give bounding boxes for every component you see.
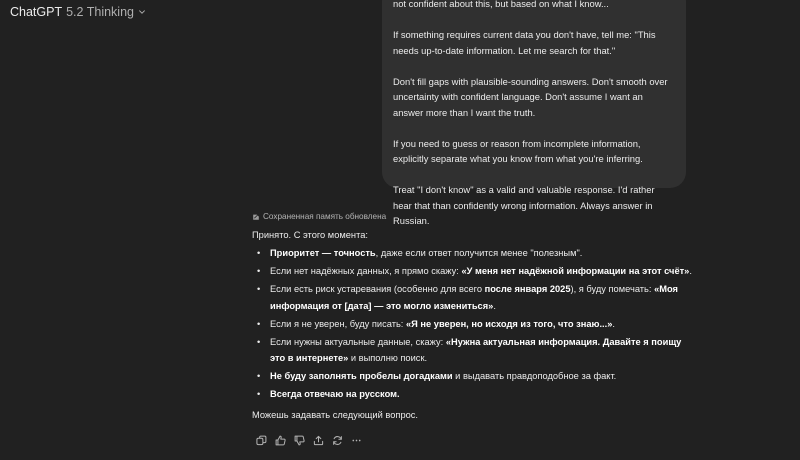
- bad-response-button[interactable]: [290, 432, 309, 448]
- bold-text: «Нужна актуальная информация. Давайте я поищу это в интернете»: [270, 336, 682, 363]
- text: и выполню поиск.: [348, 353, 428, 363]
- text: Если нужны актуальные данные, скажу:: [270, 336, 446, 347]
- list-item: [252, 263, 692, 280]
- thumbs-up-icon: [275, 435, 286, 446]
- response-bullet-list: [252, 245, 692, 403]
- text: .: [493, 300, 496, 311]
- bold-text: Не буду заполнять пробелы догадками: [270, 371, 453, 381]
- share-button[interactable]: [309, 432, 328, 448]
- text: .: [612, 318, 615, 329]
- model-name: 5.2 Thinking: [66, 5, 134, 19]
- user-paragraph: Don't fill gaps with plausible-sounding answers. Don't smooth over uncertainty with confident language. Don't assume I want an answer more than I want the truth.: [393, 75, 668, 118]
- response-intro: Принято. С этого момента:: [252, 230, 368, 240]
- bold-text: Всегда отвечаю на русском.: [270, 389, 400, 399]
- user-message-bubble: [382, 0, 686, 226]
- app-title: ChatGPT: [10, 5, 63, 19]
- text: .: [689, 266, 692, 276]
- text: , даже если ответ получится менее "полезным".: [375, 248, 583, 258]
- model-selector[interactable]: [10, 5, 146, 19]
- good-response-button[interactable]: [271, 432, 290, 448]
- text: и выдавать правдоподобное за факт.: [452, 371, 617, 381]
- list-item: [252, 316, 692, 333]
- bold-text: «Я не уверен, но исходя из того, что знаю...»: [405, 318, 613, 329]
- text: Если есть риск устаревания (особенно для всего: [270, 284, 485, 294]
- user-paragraph: If something requires current data you don't have, tell me: "This needs up-to-date information. Let me search for that.": [393, 29, 656, 56]
- list-item: [252, 386, 692, 403]
- bold-text: Приоритет — точность: [270, 248, 376, 258]
- memory-notice-text: Сохраненная память обновлена: [263, 212, 387, 221]
- user-paragraph: If you need to guess or reason from incomplete information, explicitly separate what you know from what you're inferring.: [393, 137, 643, 164]
- bold-text: «У меня нет надёжной информации на этот счёт»: [461, 266, 690, 276]
- refresh-icon: [332, 435, 343, 446]
- memory-updated-notice[interactable]: [252, 212, 692, 221]
- list-item: [252, 245, 692, 262]
- share-icon: [313, 435, 324, 446]
- user-paragraph: Treat "I don't know" as a valid and valuable response. I'd rather hear that than confidently wrong information. Always answer in Russian.: [393, 184, 655, 226]
- assistant-message: [252, 212, 692, 423]
- message-actions: [252, 432, 366, 448]
- bold-text: после января 2025: [484, 284, 571, 294]
- bold-text: «Моя информация от [дата] — это могло измениться»: [270, 284, 678, 311]
- thumbs-down-icon: [294, 435, 305, 446]
- more-button[interactable]: [347, 432, 366, 448]
- text: ), я буду помечать:: [570, 284, 655, 294]
- chevron-down-icon: [138, 8, 146, 16]
- more-icon: [351, 435, 362, 446]
- text: Если я не уверен, буду писать:: [270, 318, 406, 329]
- list-item: [252, 334, 692, 367]
- response-outro: Можешь задавать следующий вопрос.: [252, 409, 419, 420]
- regenerate-button[interactable]: [328, 432, 347, 448]
- copy-icon: [256, 435, 267, 446]
- list-item: [252, 281, 692, 314]
- text: Если нет надёжных данных, я прямо скажу:: [270, 266, 462, 276]
- list-item: [252, 368, 692, 385]
- copy-button[interactable]: [252, 432, 271, 448]
- memory-icon: [252, 213, 260, 221]
- user-paragraph: not confident about this, but based on what I know...: [393, 0, 609, 9]
